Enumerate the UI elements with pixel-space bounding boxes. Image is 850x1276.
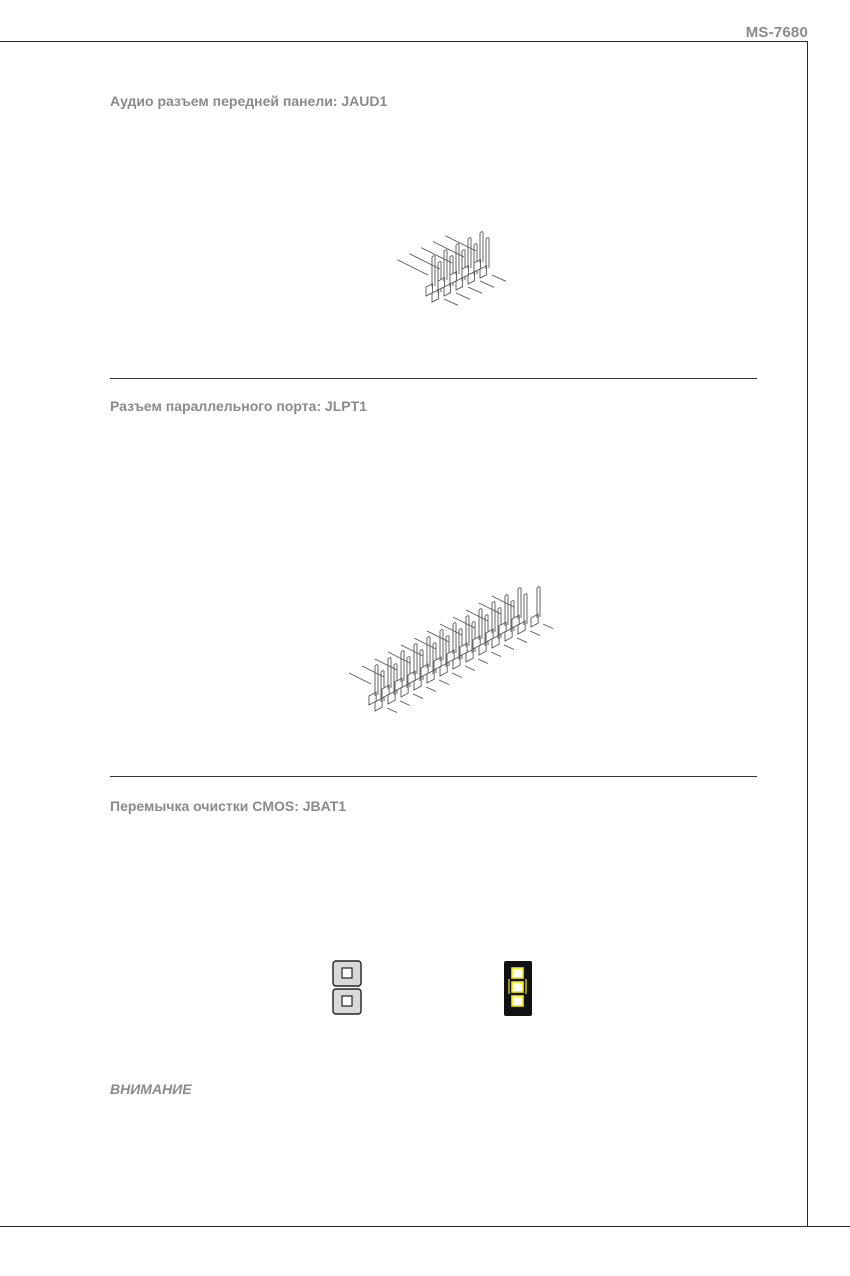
right-rule [807,41,808,1227]
section-title-jaud1: Аудио разъем передней панели: JAUD1 [110,93,388,109]
notice-title: ВНИМАНИЕ [110,1081,192,1097]
section-title-jlpt1: Разъем параллельного порта: JLPT1 [110,398,367,414]
jaud1-connector-diagram [320,195,530,315]
divider-1 [110,378,757,379]
jbat1-closed-jumper-icon [503,960,533,1018]
header-pin [531,587,553,629]
header-pin [480,238,506,282]
jlpt1-connector-diagram [335,578,565,718]
jbat1-open-jumper-icon [332,960,364,1016]
bottom-rule [0,1226,850,1227]
header-pin [349,665,378,705]
header-pin [397,256,435,296]
model-number: MS-7680 [745,24,808,41]
divider-2 [110,776,757,777]
section-title-jbat1: Перемычка очистки CMOS: JBAT1 [110,798,347,814]
top-rule [0,41,808,42]
